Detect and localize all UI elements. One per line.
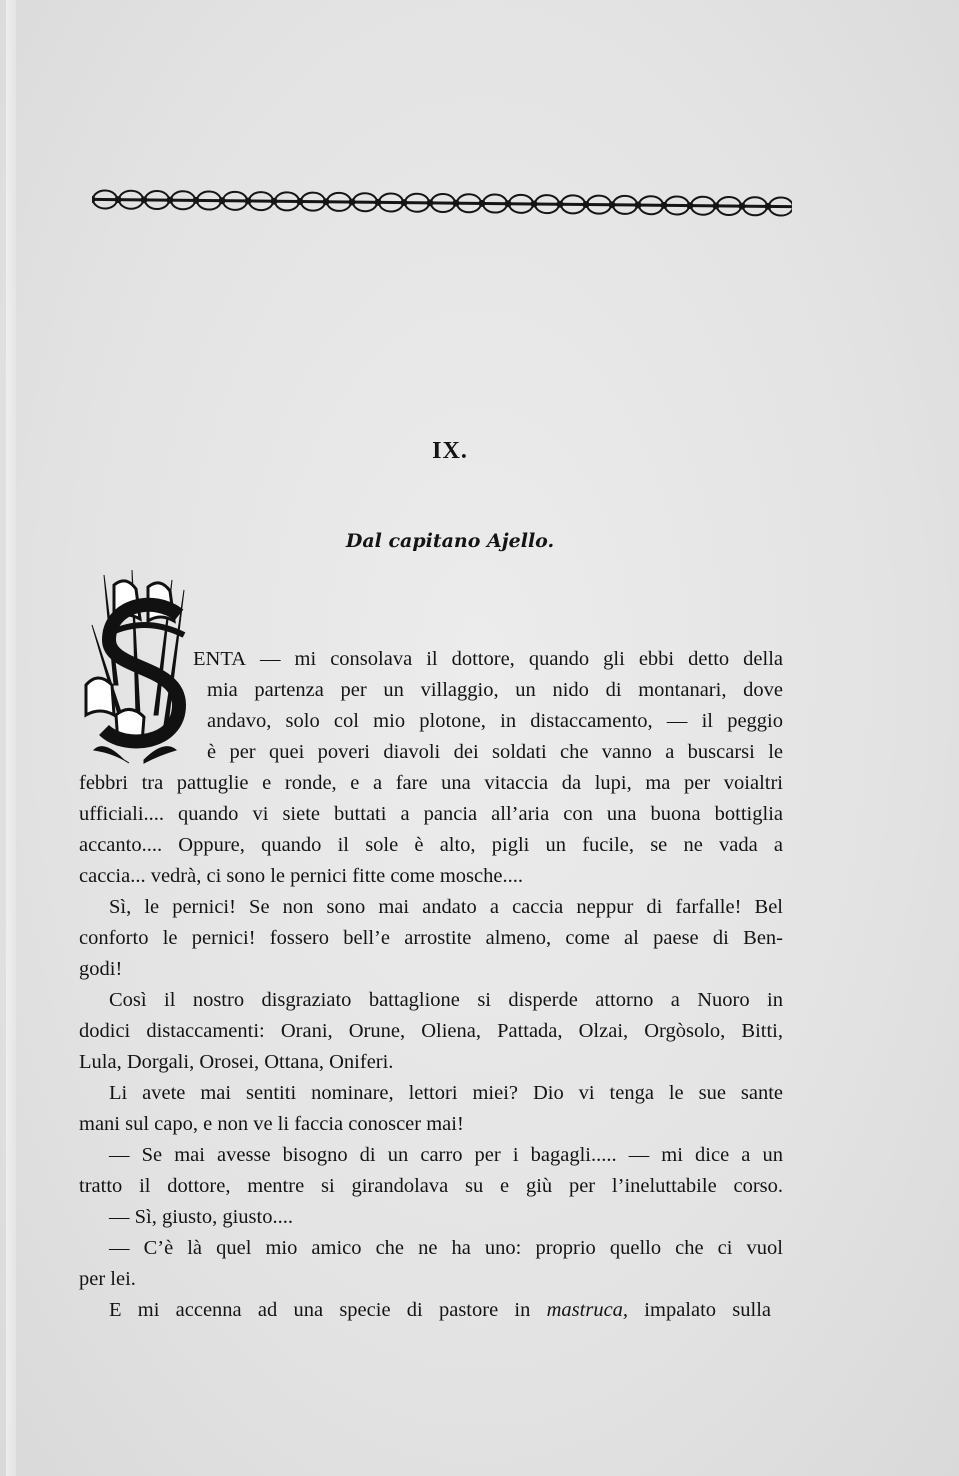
text-line: ufficiali.... quando vi siete buttati a pancia all’aria con una buona bottiglia	[79, 803, 783, 825]
text-line: — Sì, giusto, giusto....	[109, 1206, 293, 1228]
text-line: per lei.	[79, 1268, 136, 1290]
text-line: andavo, solo col mio plotone, in distaccamento, — il peggio	[207, 710, 783, 732]
text-line: dodici distaccamenti: Orani, Orune, Oliena, Pattada, Olzai, Orgòsolo, Bitti,	[79, 1020, 783, 1042]
text-line: tratto il dottore, mentre si girandolava su e giù per l’ineluttabile corso.	[79, 1175, 783, 1197]
italic-term: mastruca,	[546, 1299, 629, 1321]
text-line: febbri tra pattuglie e ronde, e a fare una vitaccia da lupi, ma per voialtri	[79, 772, 783, 794]
text-line: — C’è là quel mio amico che ne ha uno: proprio quello che ci vuol	[109, 1237, 783, 1259]
text-line: conforto le pernici! fossero bell’e arrostite almeno, come al paese di Ben-	[79, 927, 783, 949]
text-line: ENTA — mi consolava il dottore, quando gli ebbi detto della	[193, 648, 783, 670]
text-line: accanto.... Oppure, quando il sole è alto, pigli un fucile, se ne vada a	[79, 834, 783, 856]
text-line: godi!	[79, 958, 123, 980]
page-edge-shadow	[6, 0, 16, 1476]
text-line: — Se mai avesse bisogno di un carro per i bagagli..... — mi dice a un	[109, 1144, 783, 1166]
text-line: è per quei poveri diavoli dei soldati che vanno a buscarsi le	[207, 741, 783, 763]
text-line: caccia... vedrà, ci sono le pernici fitte come mosche....	[79, 865, 523, 887]
text-line: E mi accenna ad una specie di pastore in mastruca, impalato sulla	[109, 1299, 771, 1321]
floral-dropcap-s-icon	[84, 565, 204, 765]
text-line: Li avete mai sentiti nominare, lettori miei? Dio vi tenga le sue sante	[109, 1082, 783, 1104]
text-line: Sì, le pernici! Se non sono mai andato a caccia neppur di farfalle! Bel	[109, 896, 783, 918]
chapter-number: IX.	[432, 438, 468, 464]
text-line: mia partenza per un villaggio, un nido di montanari, dove	[207, 679, 783, 701]
chapter-title: Dal capitano Ajello.	[345, 530, 555, 552]
text-line: Così il nostro disgraziato battaglione si disperde attorno a Nuoro in	[109, 989, 783, 1011]
text-line: Lula, Dorgali, Orosei, Ottana, Oniferi.	[79, 1051, 394, 1073]
dropcap-continuation: ENTA	[193, 648, 247, 670]
ornament-bead	[92, 196, 96, 203]
chain-rule-ornament-icon	[92, 182, 792, 223]
text-line: mani sul capo, e non ve li faccia conoscer mai!	[79, 1113, 464, 1135]
